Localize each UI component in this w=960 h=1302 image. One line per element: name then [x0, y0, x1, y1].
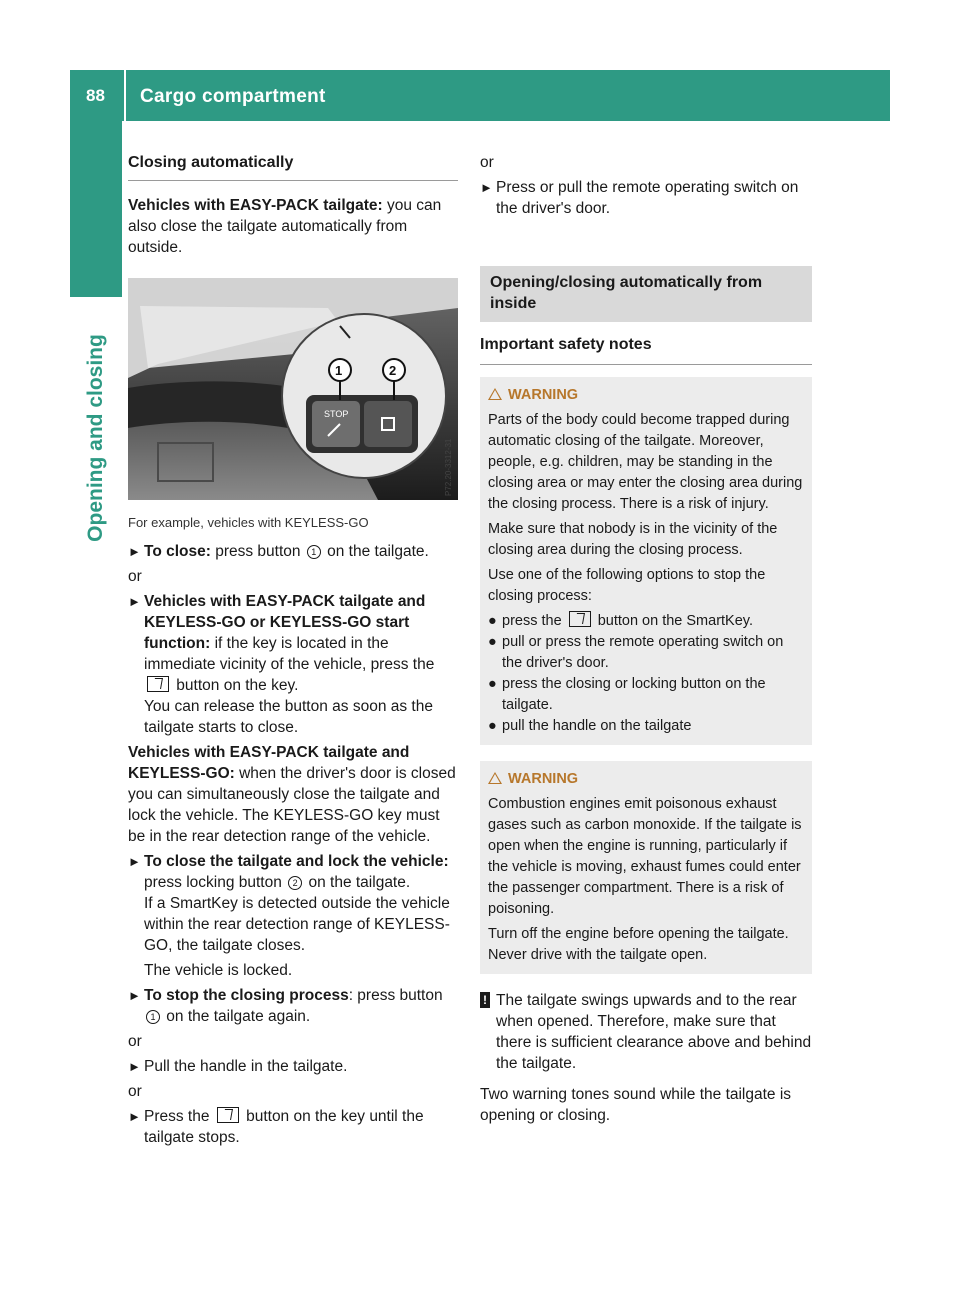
figure-code: P72.20-3312-31 [444, 438, 453, 496]
tailgate-key-icon [147, 676, 169, 692]
intro-paragraph [128, 195, 458, 258]
arrow-icon: ► [128, 854, 141, 869]
tailgate-key-icon [217, 1107, 239, 1123]
or-text: or [480, 154, 494, 171]
number-1-icon: 1 [146, 1010, 160, 1024]
exclamation-icon: ! [480, 992, 490, 1008]
number-2-icon: 2 [288, 876, 302, 890]
list-item: ● press the closing or locking button on the tailgate. [488, 676, 766, 713]
side-color-block [70, 121, 122, 297]
or-text: or [128, 1033, 142, 1050]
intro-bold: Vehicles with EASY-PACK tailgate: [128, 197, 383, 214]
list-item: ● pull the handle on the tailgate [488, 718, 692, 734]
or-text: or [128, 1083, 142, 1100]
page-number: 88 [86, 86, 105, 105]
final-paragraph: Two warning tones sound while the tailgate is opening or closing. [480, 1086, 792, 1124]
header-divider [124, 70, 126, 121]
intro-text: you can also close the tailgate automatically from outside. [128, 197, 442, 256]
instruction-to-close: ► To close: press button 1 on the tailgate. [128, 543, 429, 560]
warning-triangle-icon [488, 388, 502, 400]
arrow-icon: ► [480, 180, 493, 195]
instruction-close-and-lock: ► To close the tailgate and lock the vehicle: press locking button 2 on the tailgate. If a SmartKey is detected outside the vehicle within the rear detection range of KEYLESS-GO, the tailgate closes. The vehicle is locked. [128, 853, 450, 979]
tailgate-key-icon [569, 611, 591, 627]
instruction-pull-handle: ► Pull the handle in the tailgate. [128, 1058, 348, 1075]
figure-caption: For example, vehicles with KEYLESS-GO [128, 515, 369, 530]
arrow-icon: ► [128, 594, 141, 609]
callout-2-label: 2 [389, 363, 397, 378]
instruction-stop-closing: ► To stop the closing process: press button 1 on the tailgate again. [128, 987, 443, 1025]
side-tab [70, 297, 122, 578]
list-item: ● press the button on the SmartKey. [488, 613, 753, 629]
stop-label: STOP [324, 409, 349, 419]
instruction-remote-switch: ► Press or pull the remote operating switch on the driver's door. [480, 179, 799, 217]
arrow-icon: ► [128, 544, 141, 559]
section-heading: Closing automatically [128, 152, 458, 181]
arrow-icon: ► [128, 1109, 141, 1124]
page-title: Cargo compartment [140, 86, 326, 107]
side-tab-label: Opening and closing [84, 333, 107, 542]
arrow-icon: ► [128, 1059, 141, 1074]
warning-heading: WARNING [488, 385, 804, 406]
or-text: or [128, 568, 142, 585]
tailgate-illustration [128, 278, 458, 500]
callout-1-label: 1 [335, 363, 343, 378]
section-title-box [480, 266, 812, 322]
arrow-icon: ► [128, 988, 141, 1003]
subheading-safety-notes: Important safety notes [480, 334, 812, 365]
section-title: Opening/closing automatically from inside [490, 274, 763, 312]
instruction-keyless-go: ► Vehicles with EASY-PACK tailgate and KEYLESS-GO or KEYLESS-GO start function: if the key is located in the immediate vicinity of the vehicle, press the button on the key. You can release the button as soon as the tailgate starts to close. [128, 593, 435, 736]
left-column [128, 152, 458, 1148]
right-column [480, 152, 812, 1126]
tailgate-photo [128, 278, 458, 500]
number-1-icon: 1 [307, 545, 321, 559]
instruction-press-key-button: ► Press the button on the key until the tailgate stops. [128, 1108, 424, 1146]
warning-box-exhaust: WARNING Combustion engines emit poisonous exhaust gases such as carbon monoxide. If the tailgate is open when the engine is running, particularly if the vehicle is moving, exhaust fumes could enter the passenger compartment. There is a risk of poisoning. Turn off the engine before opening the tailgate. Never drive with the tailgate open. [480, 761, 812, 974]
warning-box-trapped: WARNING Parts of the body could become trapped during automatic closing of the tailgate. Moreover, people, e.g. children, may be standing in the closing area or may enter the closing area during the closing process. There is a risk of injury. Make sure that nobody is in the vicinity of the closing area during the closing process. Use one of the following options to stop the closing process: ● press the button on the SmartKey. ● pull or press the remote operating switch on the driver's door. ● press the closing or locking button on the tailgate. ● pull the handle on the tailgate [480, 377, 812, 745]
warning-triangle-icon [488, 772, 502, 784]
warning-heading: WARNING [488, 769, 804, 790]
keyless-go-paragraph: Vehicles with EASY-PACK tailgate and KEYLESS-GO: when the driver's door is closed you can simultaneously close the tailgate and lock the vehicle. The KEYLESS-GO key must be in the rear detection range of the vehicle. [128, 744, 456, 845]
list-item: ● pull or press the remote operating switch on the driver's door. [488, 634, 784, 671]
note-clearance: ! The tailgate swings upwards and to the rear when opened. Therefore, make sure that there is sufficient clearance above and behind the tailgate. [480, 990, 812, 1074]
